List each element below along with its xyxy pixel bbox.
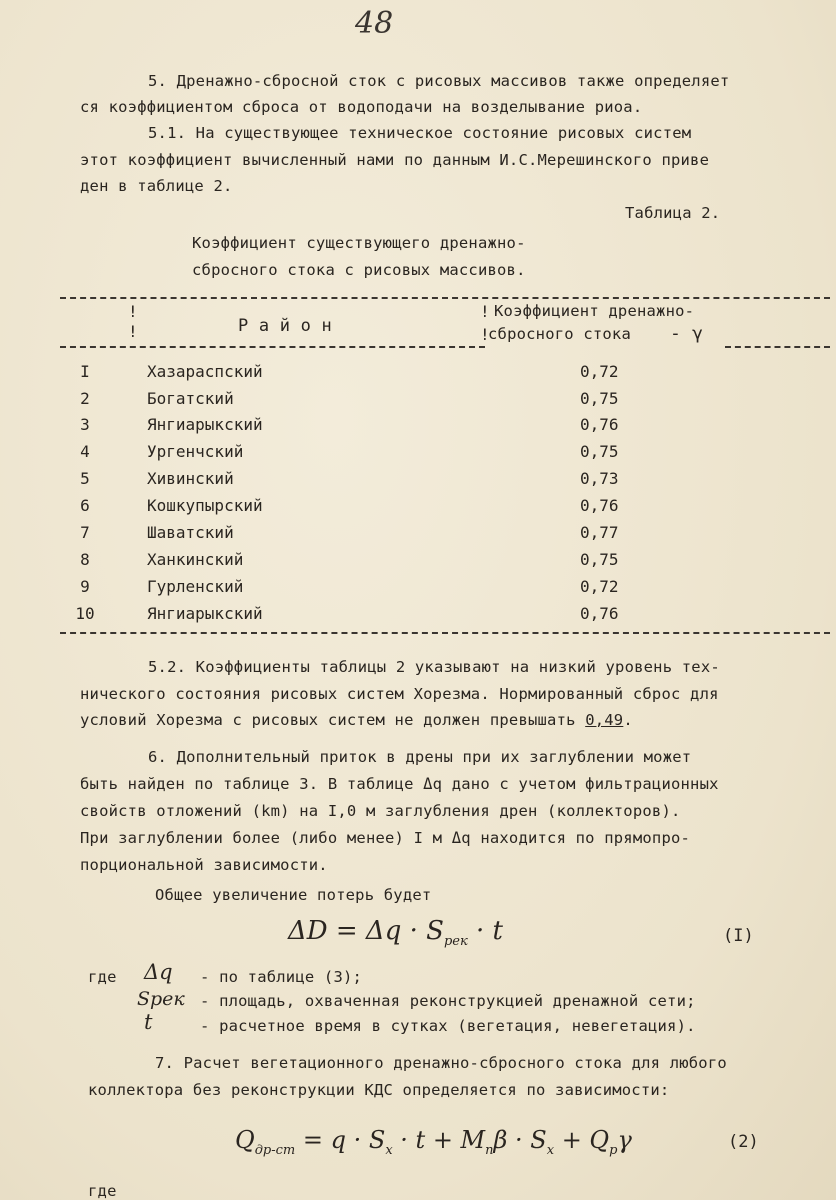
def-symbol-dq: Δq [144, 960, 173, 984]
row-district: Ханкинский [147, 550, 244, 569]
formula-2-number: (2) [728, 1132, 759, 1152]
table-row [70, 389, 750, 416]
row-coefficient: 0,75 [580, 442, 619, 461]
row-coefficient: 0,76 [580, 496, 619, 515]
table-row [70, 523, 750, 550]
para5-2-line3 [80, 711, 633, 729]
f2-a: Q [235, 1126, 255, 1154]
f2-sub-c: n [485, 1142, 494, 1158]
para5-2-line1: 5.2. Коэффициенты таблицы 2 указывают на низкий уровень тех- [148, 658, 720, 676]
def-symbol-srek: Sрек [137, 988, 185, 1010]
table-label: Таблица 2. [625, 204, 721, 222]
table-row [70, 442, 750, 469]
table-title-line2: сбросного стока с рисовых массивов. [192, 261, 526, 279]
row-district: Гурленский [147, 577, 244, 596]
row-district: Хивинский [147, 469, 234, 488]
para5-1-line3: ден в таблице 2. [80, 177, 233, 195]
row-coefficient: 0,75 [580, 389, 619, 408]
table-row [70, 550, 750, 577]
header-bottom-rule-right [725, 346, 830, 348]
row-number: I [80, 362, 90, 381]
f2-sub-e: р [609, 1142, 618, 1158]
formula-1 [288, 916, 503, 949]
header-bottom-rule-left [60, 346, 485, 348]
f2-e: + Q [554, 1126, 610, 1154]
row-district: Ургенчский [147, 442, 244, 461]
row-coefficient: 0,73 [580, 469, 619, 488]
header-separator-2a: ! [480, 302, 490, 321]
row-coefficient: 0,76 [580, 604, 619, 623]
page-number: 48 [355, 6, 394, 41]
header-separator-2b: ! [480, 325, 490, 344]
para6-line1: 6. Дополнительный приток в дрены при их заглублении может [148, 748, 692, 766]
formula-1-number: (I) [723, 926, 754, 946]
table-row [70, 496, 750, 523]
para5-line2: ся коэффициентом сброса от водоподачи на возделывание риоа. [80, 98, 643, 116]
row-district: Кошкупырский [147, 496, 263, 515]
row-coefficient: 0,76 [580, 415, 619, 434]
para5-2-line2: нического состояния рисовых систем Хорезма. Нормированный сброс для [80, 685, 719, 703]
para6-line3: свойств отложений (km) на I,0 м заглубления дрен (коллекторов). [80, 802, 681, 820]
table-title-line1: Коэффициент существующего дренажно- [192, 234, 526, 252]
row-number: 2 [80, 389, 90, 408]
def-text-dq: - по таблице (3); [200, 968, 363, 986]
def-text-t: - расчетное время в сутках (вегетация, невегетация). [200, 1017, 696, 1035]
header-district: Р а й о н [238, 316, 332, 336]
para6-line5: порциональной зависимости. [80, 856, 328, 874]
row-number: 8 [80, 550, 90, 569]
para5-2-line3-end: . [623, 711, 633, 729]
row-coefficient: 0,77 [580, 523, 619, 542]
f2-sub-b: x [385, 1142, 393, 1158]
para6-line2: быть найден по таблице 3. В таблице Δq дано с учетом фильтрационных [80, 775, 719, 793]
para7-line1: 7. Расчет вегетационного дренажно-сбросного стока для любого [155, 1054, 727, 1072]
para6-total: Общее увеличение потерь будет [155, 886, 432, 904]
para5-line1: 5. Дренажно-сбросной сток с рисовых массивов также определяет [148, 72, 730, 90]
table-row [70, 577, 750, 604]
header-separator-1b: ! [128, 322, 138, 341]
row-district: Янгиарыкский [147, 415, 263, 434]
row-number: 5 [80, 469, 90, 488]
f2-c: · t + M [392, 1126, 486, 1154]
formula-2 [235, 1126, 632, 1158]
f2-d: β · S [493, 1126, 547, 1154]
where-label: где [88, 968, 117, 986]
header-coef-symbol: - γ [670, 323, 704, 344]
para5-1-line1: 5.1. На существующее техническое состояние рисовых систем [148, 124, 692, 142]
row-number: 4 [80, 442, 90, 461]
row-number: 9 [80, 577, 90, 596]
row-number: 7 [80, 523, 90, 542]
def-text-srek: - площадь, охваченная реконструкцией дренажной сети; [200, 992, 696, 1010]
formula-1-rhs: · t [467, 916, 503, 946]
row-coefficient: 0,72 [580, 362, 619, 381]
table-row [70, 362, 750, 389]
row-district: Шаватский [147, 523, 234, 542]
table-row [70, 604, 750, 631]
row-number: 3 [80, 415, 90, 434]
f2-b: = q · S [295, 1126, 386, 1154]
para6-line4: При заглублении более (либо менее) I м Δq находится по прямопро- [80, 829, 691, 847]
table-row [70, 469, 750, 496]
f2-f: γ [617, 1126, 632, 1154]
para5-2-line3-text: условий Хорезма с рисовых систем не должен превышать [80, 711, 586, 729]
def-symbol-t: t [144, 1010, 153, 1034]
para7-line2: коллектора без реконструкции КДС определяется по зависимости: [88, 1081, 670, 1099]
table-top-rule [60, 297, 830, 299]
header-coef-line1: Коэффициент дренажно- [494, 302, 695, 320]
where-label-bottom: где [88, 1182, 117, 1200]
row-number: 6 [80, 496, 90, 515]
table-bottom-rule [60, 632, 830, 634]
f2-sub-a: др-ст [254, 1142, 296, 1158]
row-number: 10 [75, 604, 95, 623]
row-district: Богатский [147, 389, 234, 408]
f2-sub-d: x [546, 1142, 555, 1158]
row-coefficient: 0,75 [580, 550, 619, 569]
formula-1-lhs: ΔD = Δq · S [288, 916, 444, 946]
norm-discharge-value: 0,49 [585, 711, 624, 729]
table-row [70, 415, 750, 442]
row-district: Хазараспский [147, 362, 263, 381]
formula-1-sub: рек [443, 934, 468, 950]
row-district: Янгиарыкский [147, 604, 263, 623]
row-coefficient: 0,72 [580, 577, 619, 596]
header-separator-1a: ! [128, 302, 138, 321]
para5-1-line2: этот коэффициент вычисленный нами по данным И.С.Мерешинского приве [80, 151, 710, 169]
header-coef-line2: сбросного стока [488, 325, 631, 343]
